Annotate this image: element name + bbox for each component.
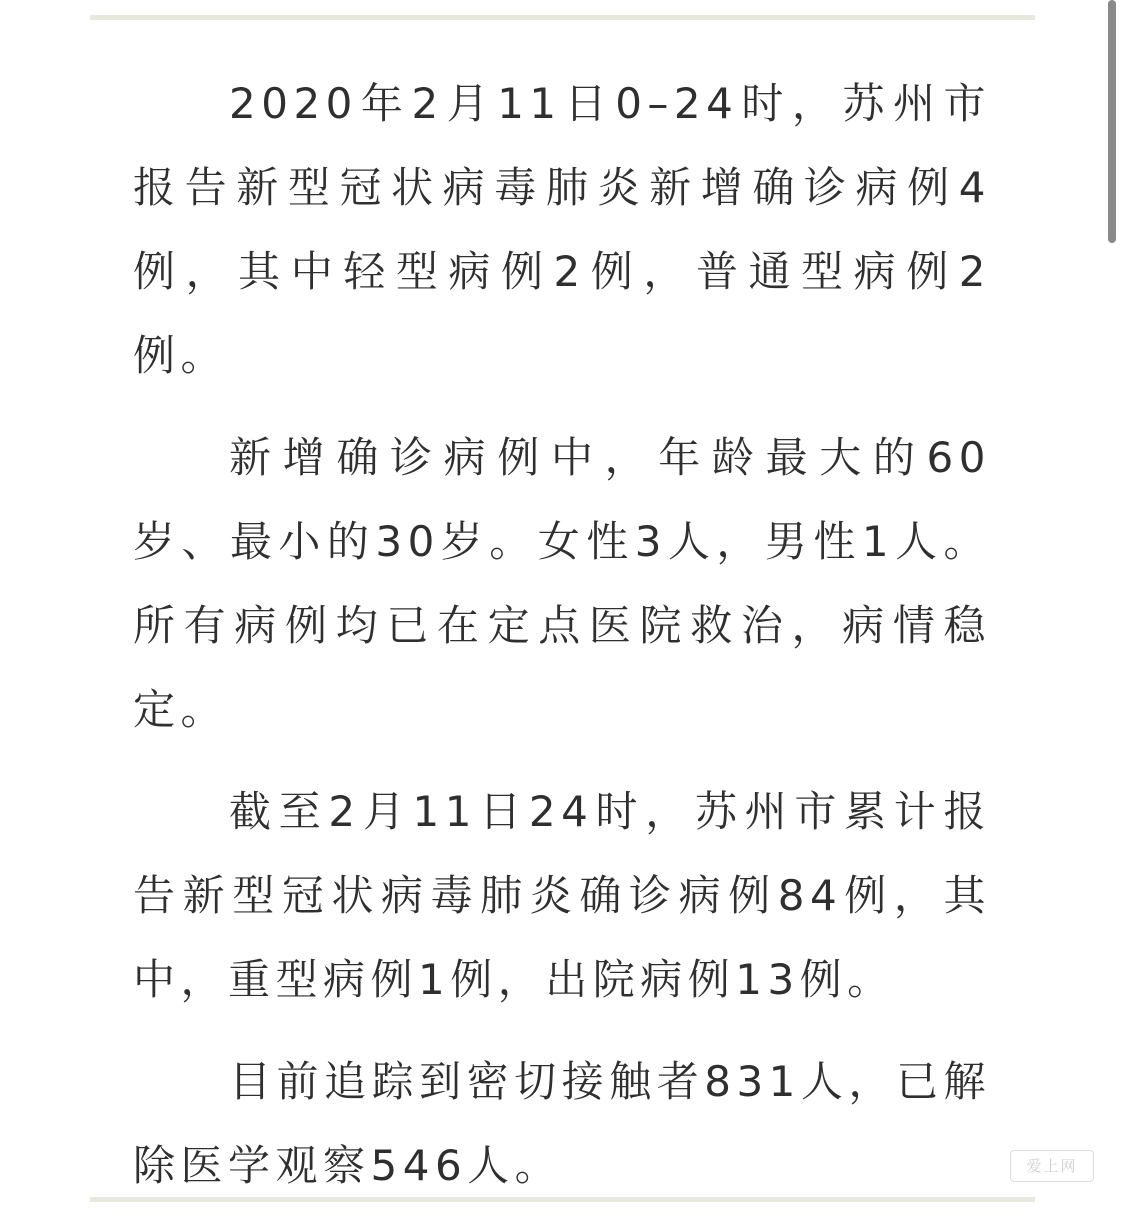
article-body — [133, 62, 991, 1226]
bottom-divider — [90, 1197, 1035, 1202]
top-divider — [90, 15, 1035, 20]
paragraph-close-contacts: 目前追踪到密切接触者831人，已解除医学观察546人。 — [133, 1057, 991, 1190]
paragraph-case-details: 新增确诊病例中，年龄最大的60岁、最小的30岁。女性3人，男性1人。所有病例均已在定点医院救治，病情稳定。 — [133, 433, 991, 734]
scrollbar[interactable] — [1108, 0, 1116, 243]
paragraph-new-cases: 2020年2月11日0–24时，苏州市报告新型冠状病毒肺炎新增确诊病例4例，其中轻型病例2例，普通型病例2例。 — [133, 79, 991, 380]
paragraph-cumulative: 截至2月11日24时，苏州市累计报告新型冠状病毒肺炎确诊病例84例，其中，重型病例1例，出院病例13例。 — [133, 787, 991, 1004]
watermark-logo: 爱上网 — [1010, 1150, 1094, 1182]
